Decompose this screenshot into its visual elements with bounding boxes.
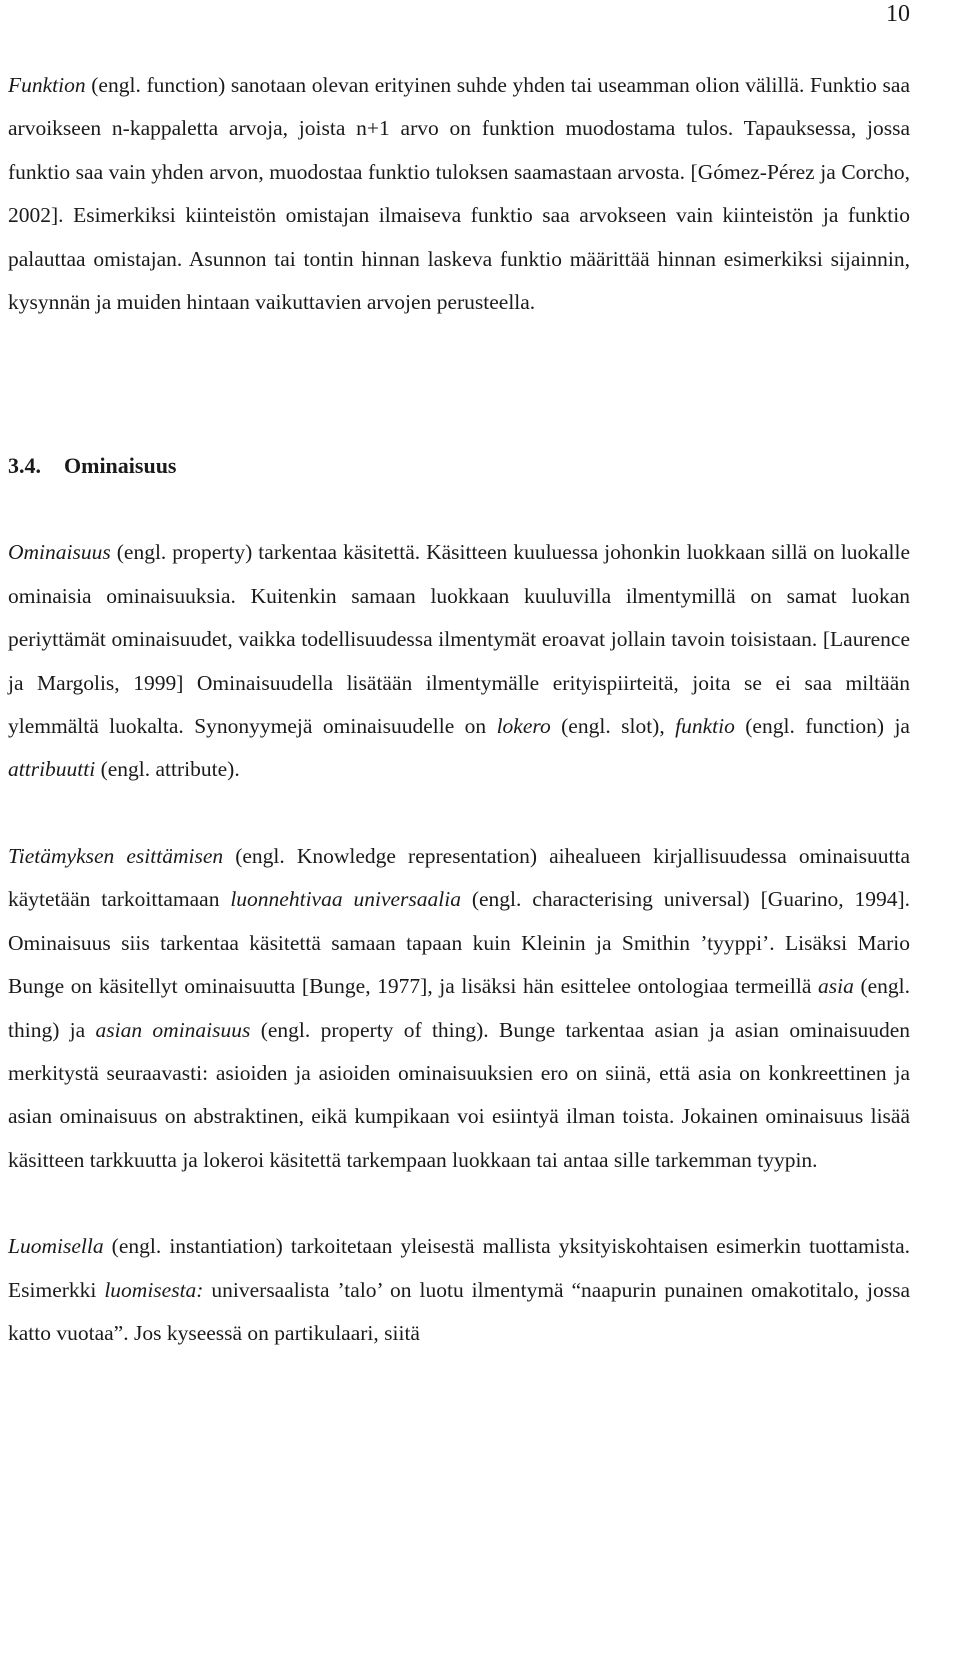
term-asian-ominaisuus: asian ominaisuus [95,1017,251,1042]
paragraph-funktio [8,64,910,324]
paragraph-text: (engl. attribute). [95,757,240,782]
paragraph-luominen [8,1225,910,1355]
term-luonnehtivaa-universaalia: luonnehtivaa universaalia [230,887,461,912]
term-ominaisuus: Ominaisuus [8,540,111,565]
section-heading [8,444,910,487]
term-lokero: lokero [496,714,551,739]
page-number: 10 [886,1,910,27]
paragraph-ominaisuus [8,531,910,791]
section-title: Ominaisuus [64,453,177,479]
paragraph-text: universaalista ’talo’ on luotu ilmentymä “naapurin punainen omakotitalo, jossa katto vuotaa”. Jos kyseessä on partikulaari, siitä [8,1277,910,1345]
page-body [8,64,910,1355]
term-funktion: Funktion [8,73,86,97]
paragraph-text: (engl. characterising universal) [Guarino, 1994]. Ominaisuus siis tarkentaa käsitettä samaan tapaan kuin Kleinin ja Smithin ’tyyppi’. Lisäksi Mario Bunge on käsitellyt ominaisuutta [Bunge, 1977], ja lisäksi hän esittelee ontologiaa termeillä [8,887,910,999]
paragraph-text: (engl. slot), [550,714,676,739]
section-number: 3.4. [8,453,41,479]
term-luomisesta: luomisesta: [104,1277,204,1302]
paragraph-text: (engl. property) tarkentaa käsitettä. Käsitteen kuuluessa johonkin luokkaan sillä on luokalle ominaisia ominaisuuksia. Kuitenkin samaan luokkaan kuuluvilla ilmentymillä on samat luokan periyttämät ominaisuudet, vaikka todellisuudessa ilmentymät eroavat jollain tavoin toisistaan. [Laurence ja Margolis, 1999] Ominaisuudella lisätään ilmentymälle erityispiirteitä, joita se ei saa miltään ylemmältä luokalta. Synonyymejä ominaisuudelle on [8,540,910,739]
term-attribuutti: attribuutti [8,757,96,782]
term-funktio: funktio [675,714,735,739]
term-luomisella: Luomisella [8,1234,104,1259]
term-asia: asia [818,974,854,999]
term-tietamyksen-esittamisen: Tietämyksen esittämisen [8,843,224,868]
paragraph-text: (engl. Knowledge representation) aihealueen kirjallisuudessa ominaisuutta käytetään tarkoittamaan [8,843,910,912]
paragraph-text: (engl. thing) ja [8,974,910,1042]
paragraph-text: (engl. function) sanotaan olevan erityinen suhde yhden tai useamman olion välillä. Funktio saa arvoikseen n-kappaletta arvoja, joista n+1 arvo on funktion muodostama tulos. Tapauksessa, jossa funktio saa vain yhden arvon, muodostaa funktio tuloksen saamastaan arvosta. [Gómez-Pérez ja Corcho, 2002]. Esimerkiksi kiinteistön omistajan ilmaiseva funktio saa arvokseen vain kiinteistön ja funktio palauttaa omistajan. Asunnon tai tontin hinnan laskeva funktio määrittää hinnan esimerkiksi sijainnin, kysynnän ja muiden hintaan vaikuttavien arvojen perusteella. [8,73,910,315]
paragraph-tietamyksen-esittaminen [8,835,910,1182]
paragraph-text: (engl. instantiation) tarkoitetaan yleisestä mallista yksityiskohtaisen esimerkin tuottamista. Esimerkki [8,1234,910,1302]
paragraph-text: (engl. function) ja [734,714,910,739]
paragraph-text: (engl. property of thing). Bunge tarkentaa asian ja asian ominaisuuden merkitystä seuraavasti: asioiden ja asioiden ominaisuuksien ero on siinä, että asia on konkreettinen ja asian ominaisuus on abstraktinen, eikä kumpikaan voi esiintyä ilman toista. Jokainen ominaisuus lisää käsitteen tarkkuutta ja lokeroi käsitettä tarkempaan luokkaan tai antaa sille tarkemman tyypin. [8,1017,910,1172]
